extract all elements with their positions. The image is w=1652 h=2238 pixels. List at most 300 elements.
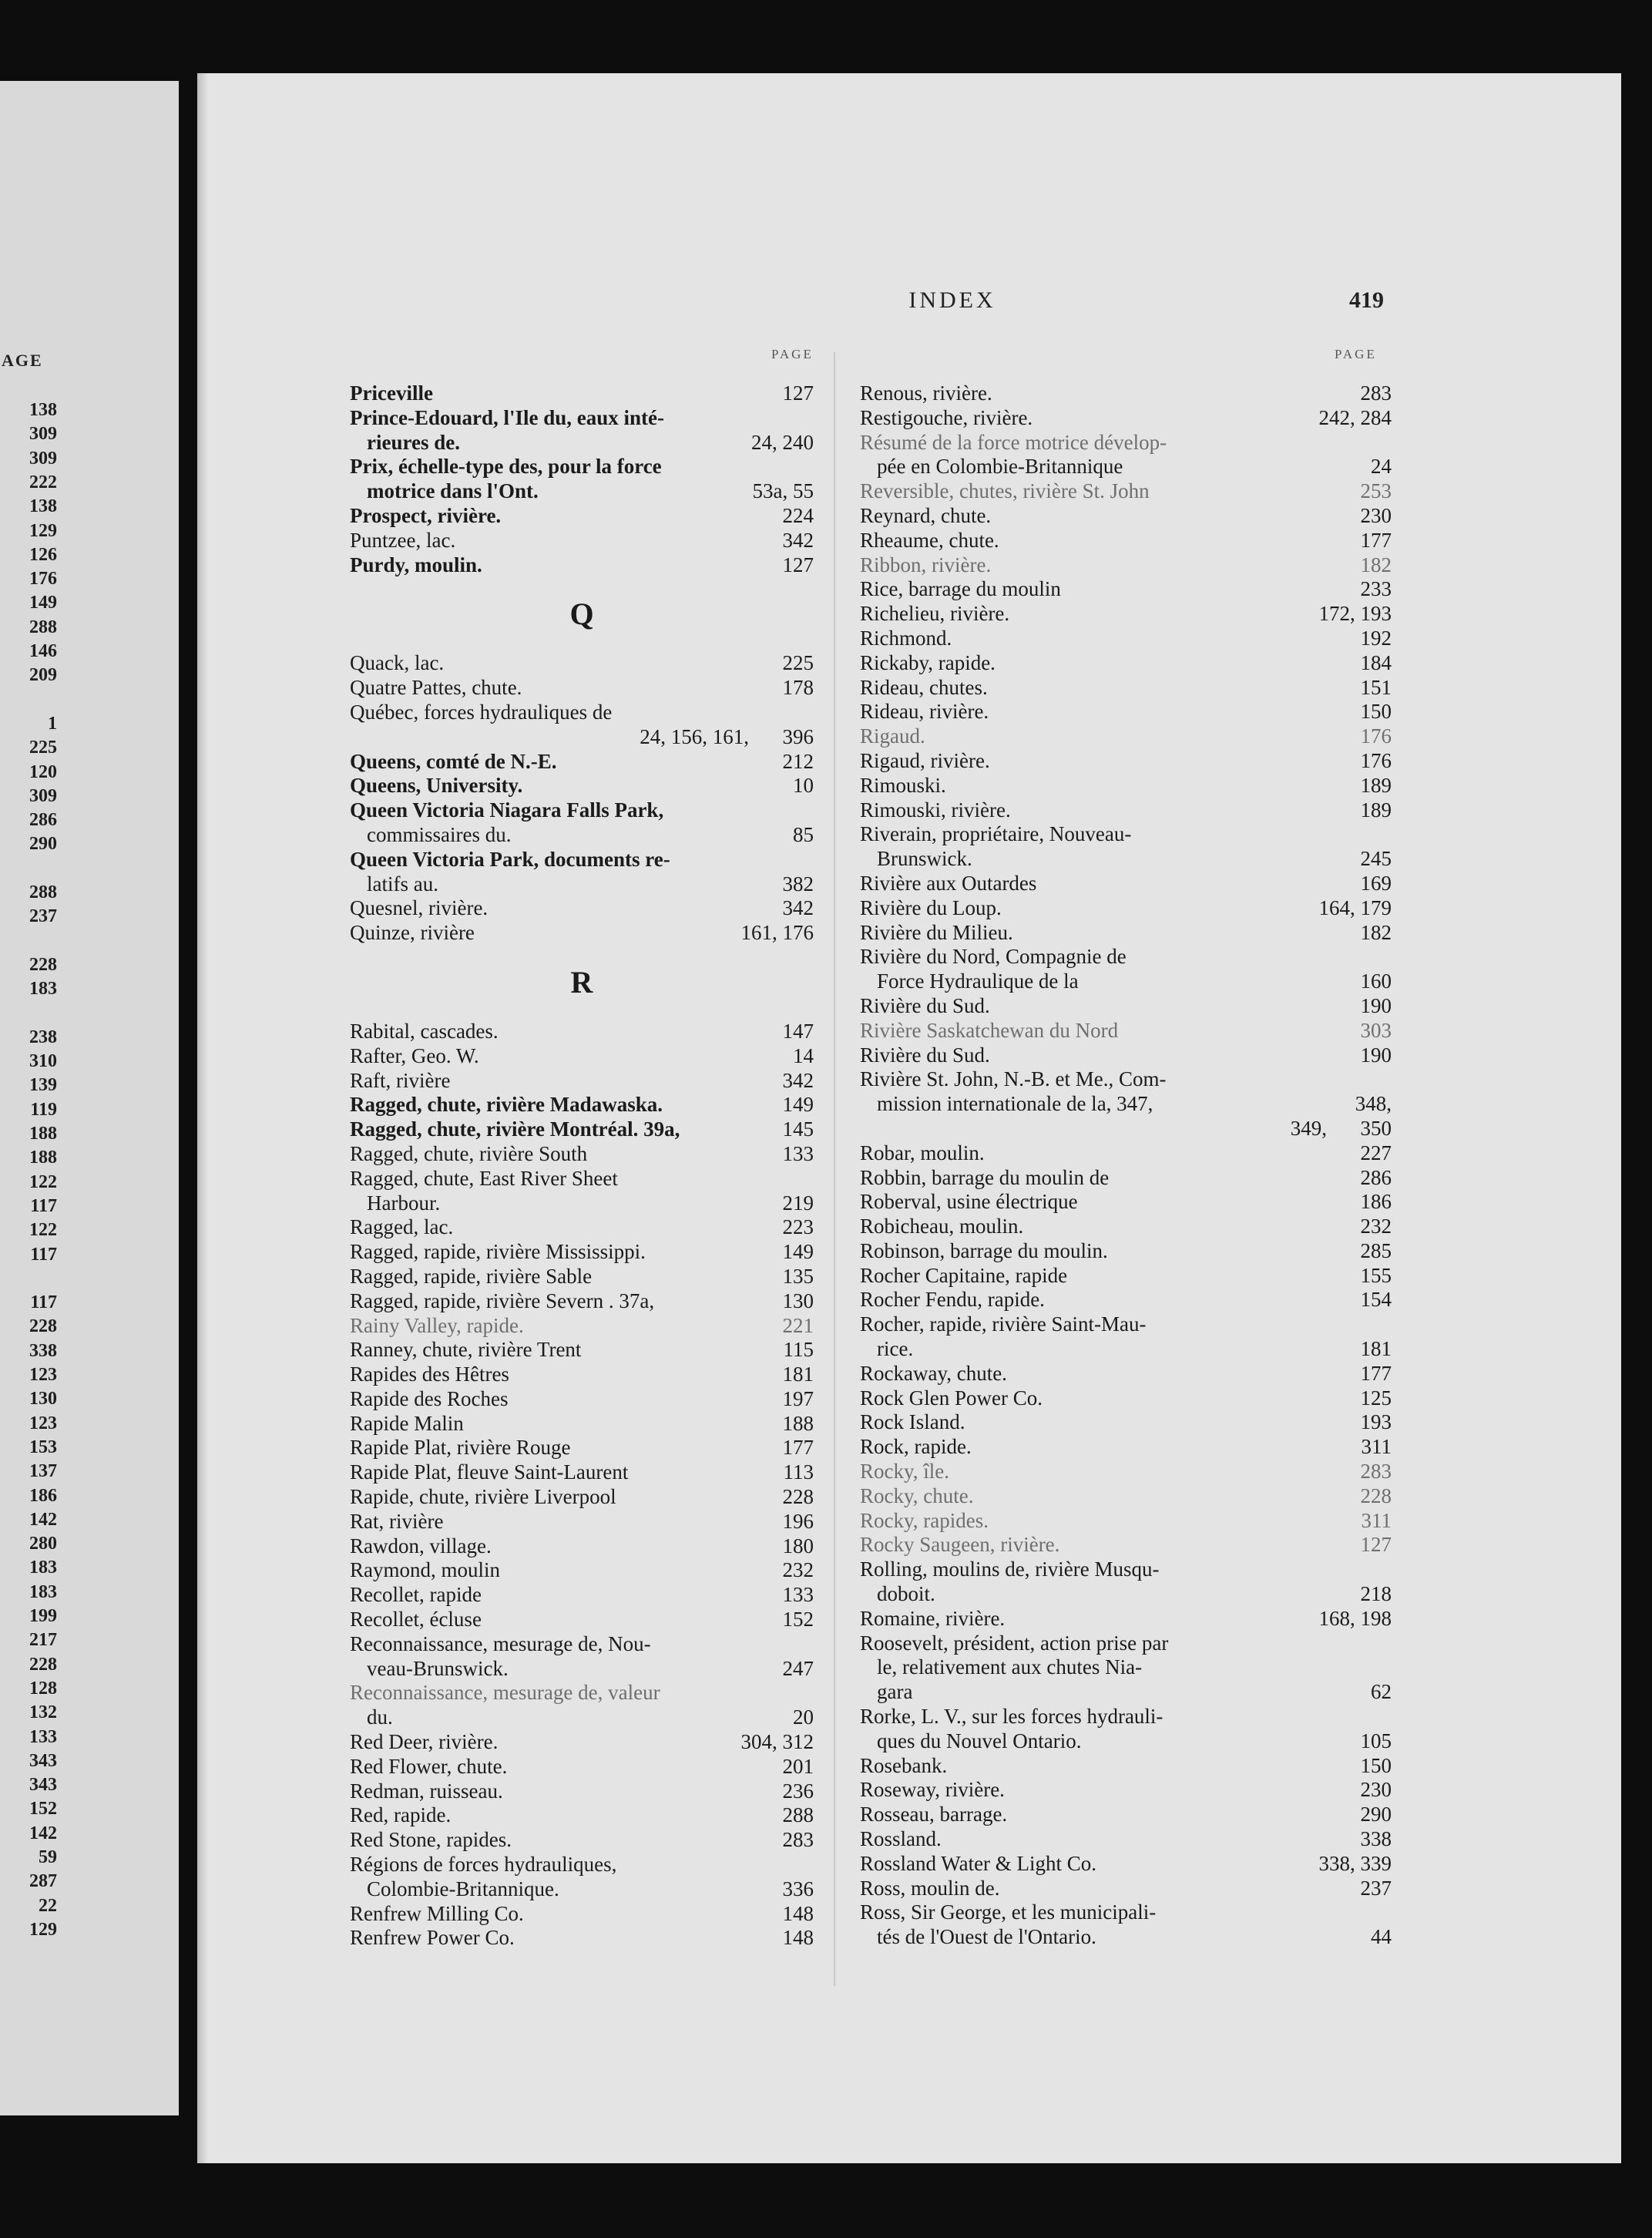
index-entry-text: Rocher Fendu, rapide. [860, 1288, 1045, 1312]
index-entry-page: 10 [787, 774, 814, 798]
index-entry-text: Renfrew Power Co. [350, 1926, 515, 1950]
index-entry [350, 1730, 814, 1755]
index-entry [860, 1166, 1392, 1191]
index-entry-text: Ragged, rapide, rivière Severn . 37a, [350, 1289, 655, 1312]
index-entry-page: 237 [1355, 1877, 1392, 1901]
index-entry-text: Restigouche, rivière. [860, 405, 1033, 429]
index-entry-text: Rideau, chutes. [860, 675, 988, 699]
index-entry [860, 1264, 1392, 1289]
index-entry-text: Rimouski, rivière. [860, 798, 1011, 822]
index-entry-text: du. [367, 1705, 393, 1729]
index-entry-text: Robar, moulin. [860, 1141, 985, 1164]
index-entry-page: 348, [1349, 1092, 1392, 1117]
index-entry-page: 62 [1365, 1680, 1392, 1705]
index-entry-text: Red, rapide. [350, 1803, 452, 1827]
index-entry-text: Ragged, lac. [350, 1215, 454, 1239]
index-entry [350, 848, 814, 872]
index-entry [860, 1067, 1392, 1092]
index-entry [350, 1215, 814, 1240]
index-entry [860, 774, 1392, 798]
index-entry-text: Rivière du Loup. [860, 896, 1002, 919]
index-entry [350, 872, 814, 897]
index-entry-page: 342 [777, 1069, 814, 1094]
index-entry [860, 1460, 1392, 1484]
index-entry-text: Rolling, moulins de, rivière Musqu- [860, 1558, 1160, 1581]
index-entry [860, 406, 1392, 431]
index-entry-text: Rosseau, barrage. [860, 1803, 1008, 1826]
index-entry [860, 994, 1392, 1019]
index-entry-page: 219 [777, 1191, 814, 1216]
index-entry [350, 406, 814, 431]
index-entry [860, 872, 1392, 896]
index-entry-page: 190 [1355, 994, 1392, 1019]
index-entry [350, 1755, 814, 1779]
index-entry-text: Rigaud. [860, 724, 925, 748]
facing-page-number: 129 [29, 520, 57, 541]
index-entry-text: Ragged, chute, rivière Montréal. 39a, [350, 1117, 680, 1141]
index-entry-text: Robinson, barrage du moulin. [860, 1238, 1108, 1262]
index-entry-text: Rocher Capitaine, rapide [860, 1263, 1068, 1287]
index-entry-text: Prospect, rivière. [350, 503, 502, 527]
index-entry [860, 1754, 1392, 1779]
index-entry-page: 223 [777, 1215, 814, 1240]
page-number: 419 [1349, 287, 1384, 313]
index-entry-text: Purdy, moulin. [350, 553, 482, 576]
facing-page-number: 130 [29, 1389, 57, 1410]
index-entry [350, 651, 814, 676]
index-entry [860, 921, 1392, 946]
index-entry [860, 1215, 1392, 1239]
index-entry-page: 151 [1355, 676, 1392, 701]
index-entry-text: Roosevelt, président, action prise par [860, 1631, 1169, 1655]
page-edge-shadow [197, 73, 208, 2163]
index-entry-page: 192 [1355, 627, 1392, 651]
facing-page-number: 188 [29, 1124, 57, 1144]
facing-page-number: 343 [29, 1750, 57, 1771]
index-entry-page: 154 [1355, 1288, 1392, 1312]
index-entry-text: gara [877, 1680, 913, 1704]
index-entry-page: 242, 284 [1313, 406, 1392, 431]
index-entry-page: 149 [777, 1240, 814, 1265]
index-entry-text: Rivière aux Outardes [860, 871, 1037, 895]
index-entry-text: Brunswick. [877, 847, 972, 871]
index-entry-page: 105 [1355, 1729, 1392, 1754]
index-entry-text: Rocky Saugeen, rivière. [860, 1533, 1060, 1557]
index-entry [860, 1631, 1392, 1656]
index-entry-page: 182 [1355, 921, 1392, 946]
index-entry-page: 148 [777, 1926, 814, 1951]
facing-page-number: 122 [29, 1171, 57, 1192]
index-entry-text: Rocky, rapides. [860, 1508, 989, 1532]
index-entry [860, 1337, 1392, 1362]
index-entry-text: Rawdon, village. [350, 1534, 492, 1558]
index-entry-page: 227 [1355, 1141, 1392, 1166]
index-entry [860, 1117, 1392, 1141]
index-entry-text: Priceville [350, 381, 433, 405]
index-entry [860, 945, 1392, 969]
facing-page-number: 237 [29, 906, 57, 927]
index-entry-page: 230 [1355, 504, 1392, 529]
index-entry-page: 155 [1355, 1264, 1392, 1289]
index-entry [860, 651, 1392, 676]
index-entry-text: Rorke, L. V., sur les forces hydrauli- [860, 1705, 1163, 1729]
index-entry-page: 225 [777, 651, 814, 676]
index-entry [860, 381, 1392, 406]
index-entry-text: Rockaway, chute. [860, 1361, 1007, 1385]
index-entry-page: 230 [1355, 1778, 1392, 1803]
index-entry [350, 1363, 814, 1387]
index-entry [350, 381, 814, 406]
index-entry-text: Renfrew Milling Co. [350, 1901, 524, 1925]
index-entry [860, 1435, 1392, 1460]
index-entry [350, 701, 814, 725]
index-entry-page: 245 [1355, 847, 1392, 872]
facing-page-number: 280 [29, 1534, 57, 1554]
index-entry-text: 24, 156, 161, [640, 724, 749, 748]
facing-page-number: 120 [29, 761, 57, 782]
index-entry-text: 349, [1290, 1116, 1327, 1140]
index-entry-page: 224 [777, 504, 814, 529]
index-entry-page: 189 [1355, 774, 1392, 798]
index-entry [350, 1803, 814, 1828]
index-entry [350, 1020, 814, 1044]
facing-page-number: 142 [29, 1509, 57, 1530]
index-entry-text: Recollet, rapide [350, 1583, 482, 1607]
index-entry-text: Riverain, propriétaire, Nouveau- [860, 822, 1132, 846]
index-entry-page: 161, 176 [735, 921, 814, 946]
index-entry-text: Rheaume, chute. [860, 528, 999, 552]
index-entry-page: 253 [1355, 479, 1392, 504]
index-entry-page: 338, 339 [1313, 1852, 1392, 1877]
index-entry-page: 283 [777, 1828, 814, 1853]
index-entry-page: 177 [777, 1436, 814, 1460]
index-entry-text: Rice, barrage du moulin [860, 577, 1061, 601]
index-entry [860, 822, 1392, 847]
index-entry-text: Renous, rivière. [860, 381, 992, 405]
index-entry-page: 24 [1365, 455, 1392, 479]
index-entry-page: 304, 312 [735, 1730, 814, 1755]
index-entry [860, 1607, 1392, 1631]
facing-page-number: 288 [29, 882, 57, 902]
index-entry [860, 1705, 1392, 1729]
facing-page-number: 176 [29, 569, 57, 590]
index-entry [350, 1069, 814, 1094]
index-entry-page: 178 [777, 676, 814, 701]
index-entry [350, 504, 814, 529]
facing-page-number: 138 [29, 400, 57, 420]
index-page [197, 73, 1621, 2163]
index-entry-text: Quack, lac. [350, 651, 445, 675]
index-entry [350, 553, 814, 578]
index-entry-page: 336 [777, 1877, 814, 1902]
index-entry-text: Ragged, chute, East River Sheet [350, 1166, 618, 1190]
index-column-left [350, 381, 814, 1951]
index-entry-page: 303 [1355, 1019, 1392, 1043]
index-entry [350, 1191, 814, 1216]
index-entry-text: Rocky, île. [860, 1460, 949, 1484]
column-divider [834, 352, 835, 1986]
index-entry-text: Rafter, Geo. W. [350, 1043, 479, 1067]
index-entry-page: 115 [777, 1338, 814, 1363]
index-entry-text: Richelieu, rivière. [860, 602, 1010, 626]
index-entry-text: Quesnel, rivière. [350, 896, 489, 920]
facing-page-number: 22 [39, 1895, 57, 1916]
index-entry-text: Québec, forces hydrauliques de [350, 700, 613, 724]
index-entry [350, 1460, 814, 1485]
facing-page-number: 123 [29, 1413, 57, 1433]
facing-page-number: 238 [29, 1027, 57, 1047]
index-entry-page: 127 [777, 553, 814, 578]
index-entry [350, 1657, 814, 1682]
index-entry [350, 1779, 814, 1804]
index-entry [350, 1387, 814, 1412]
index-entry-page: 127 [777, 381, 814, 406]
facing-page-number: 153 [29, 1437, 57, 1457]
index-entry-page: 148 [777, 1902, 814, 1927]
index-entry [350, 1853, 814, 1877]
facing-page-number: 149 [29, 593, 57, 613]
index-entry [350, 1044, 814, 1069]
index-entry-page: 133 [777, 1142, 814, 1167]
facing-page-number: 137 [29, 1461, 57, 1482]
index-entry-text: Ragged, rapide, rivière Sable [350, 1264, 593, 1288]
index-entry-text: commissaires du. [367, 822, 512, 846]
index-entry [350, 1828, 814, 1853]
index-entry-page: 382 [777, 872, 814, 897]
facing-page-number: 133 [29, 1726, 57, 1747]
index-entry [350, 1240, 814, 1265]
index-entry-page: 127 [1355, 1533, 1392, 1558]
index-entry-text: Queens, comté de N.-E. [350, 749, 557, 773]
index-entry-page: 342 [777, 896, 814, 921]
index-entry-text: Ross, moulin de. [860, 1876, 1000, 1900]
index-entry [860, 479, 1392, 504]
index-entry [860, 1680, 1392, 1705]
index-entry [860, 1778, 1392, 1803]
index-entry [860, 700, 1392, 724]
index-entry-page: 133 [777, 1583, 814, 1608]
index-entry [860, 1312, 1392, 1337]
index-entry-page: 14 [787, 1044, 814, 1069]
index-entry [860, 724, 1392, 749]
index-entry [860, 969, 1392, 994]
facing-page-number: 183 [29, 979, 57, 1000]
facing-page-number: 228 [29, 954, 57, 975]
section-letter: R [570, 964, 593, 1000]
index-entry-text: Red Deer, rivière. [350, 1730, 499, 1754]
index-entry-text: Ragged, chute, rivière Madawaska. [350, 1093, 663, 1117]
index-entry-text: veau-Brunswick. [367, 1656, 509, 1680]
index-entry [860, 896, 1392, 921]
index-entry [860, 1141, 1392, 1166]
index-entry [860, 1190, 1392, 1215]
index-entry-page: 182 [1355, 553, 1392, 578]
facing-page-number: 146 [29, 641, 57, 661]
index-entry-page: 190 [1355, 1043, 1392, 1068]
index-entry-page: 285 [1355, 1239, 1392, 1264]
index-entry [860, 1655, 1392, 1680]
index-entry-text: Rapide Plat, fleuve Saint-Laurent [350, 1460, 629, 1484]
index-entry-text: Reversible, chutes, rivière St. John [860, 479, 1150, 503]
facing-page-number: 183 [29, 1558, 57, 1578]
index-entry-text: Rossland. [860, 1827, 942, 1851]
facing-page-number: 142 [29, 1823, 57, 1843]
index-entry [860, 847, 1392, 872]
facing-page-number: 59 [39, 1847, 57, 1867]
index-entry-text: rieures de. [367, 430, 460, 454]
index-entry [350, 676, 814, 701]
index-entry [860, 1362, 1392, 1386]
index-entry-text: Red Stone, rapides. [350, 1828, 512, 1852]
index-entry-text: tés de l'Ouest de l'Ontario. [877, 1925, 1096, 1949]
index-entry-page: 184 [1355, 651, 1392, 676]
index-entry-text: Robicheau, moulin. [860, 1215, 1024, 1238]
facing-page-number: 288 [29, 617, 57, 637]
index-entry-page: 196 [777, 1510, 814, 1534]
index-entry-page: 168, 198 [1313, 1607, 1392, 1631]
index-entry [860, 1582, 1392, 1607]
index-entry-text: Rat, rivière [350, 1509, 444, 1533]
index-entry-page: 232 [1355, 1215, 1392, 1239]
index-entry-text: Rivière Saskatchewan du Nord [860, 1018, 1119, 1042]
facing-page-number: 309 [29, 448, 57, 469]
index-entry [860, 1533, 1392, 1558]
index-entry-text: Ranney, chute, rivière Trent [350, 1338, 582, 1362]
index-entry [350, 529, 814, 553]
index-entry [350, 798, 814, 823]
index-entry-text: Rimouski. [860, 773, 946, 797]
index-entry-page: 290 [1355, 1803, 1392, 1827]
index-entry [860, 553, 1392, 578]
facing-page-number: 290 [29, 834, 57, 855]
index-entry-text: Prince-Edouard, l'Ile du, eaux inté- [350, 405, 665, 429]
index-entry-page: 189 [1355, 798, 1392, 823]
index-entry-page: 53a, 55 [747, 479, 814, 504]
index-entry [350, 1705, 814, 1730]
index-entry [860, 529, 1392, 553]
index-entry-page: 181 [777, 1363, 814, 1387]
index-entry-text: Rosebank. [860, 1753, 948, 1777]
index-entry-page: 193 [1355, 1410, 1392, 1435]
index-entry-text: Richmond. [860, 626, 952, 650]
facing-page-number: 138 [29, 496, 57, 517]
index-entry-page: 233 [1355, 577, 1392, 602]
facing-page-number: 309 [29, 785, 57, 806]
index-entry-page: 150 [1355, 700, 1392, 724]
index-entry-page: 147 [777, 1020, 814, 1044]
index-entry-text: Reynard, chute. [860, 503, 992, 527]
index-entry-text: Force Hydraulique de la [877, 969, 1079, 993]
index-entry [860, 1386, 1392, 1411]
index-entry-text: Rapides des Hêtres [350, 1363, 509, 1386]
index-entry [860, 1852, 1392, 1877]
index-entry [860, 627, 1392, 651]
index-entry-text: Romaine, rivière. [860, 1606, 1006, 1630]
index-entry-page: 201 [777, 1755, 814, 1779]
index-entry-page: 180 [777, 1534, 814, 1559]
index-entry-text: Red Flower, chute. [350, 1754, 508, 1778]
index-entry-text: Prix, échelle-type des, pour la force [350, 455, 662, 479]
index-entry-text: Rivière du Sud. [860, 993, 990, 1017]
index-entry [860, 1877, 1392, 1901]
index-entry-page: 130 [777, 1289, 814, 1314]
facing-page-number: 310 [29, 1051, 57, 1072]
index-entry-text: Rock, rapide. [860, 1435, 972, 1459]
index-entry-text: Colombie-Britannique. [367, 1877, 559, 1900]
index-entry [350, 1877, 814, 1902]
index-entry-text: rice. [877, 1337, 914, 1361]
index-entry-text: Rocher, rapide, rivière Saint-Mau- [860, 1312, 1147, 1336]
index-entry-text: Résumé de la force motrice dévelop- [860, 430, 1167, 454]
index-entry-page: 44 [1365, 1925, 1392, 1950]
facing-page-number: 139 [29, 1075, 57, 1096]
index-entry-page: 177 [1355, 1362, 1392, 1386]
index-entry [860, 577, 1392, 602]
index-entry-page: 228 [777, 1485, 814, 1510]
index-entry [860, 1484, 1392, 1509]
index-entry-text: Quinze, rivière [350, 921, 475, 945]
index-entry [860, 455, 1392, 479]
section-letter: Q [569, 596, 594, 632]
index-entry-text: Rabital, cascades. [350, 1019, 499, 1043]
index-entry [350, 1167, 814, 1191]
index-entry-page: 283 [1355, 1460, 1392, 1484]
facing-page-number: 183 [29, 1581, 57, 1602]
index-entry [860, 504, 1392, 529]
facing-page-number: 286 [29, 810, 57, 831]
index-entry-page: 350 [1355, 1117, 1392, 1141]
index-entry-text: Rapide, chute, rivière Liverpool [350, 1485, 616, 1509]
index-entry-page: 150 [1355, 1754, 1392, 1779]
index-entry [350, 1583, 814, 1608]
index-entry [350, 1117, 814, 1142]
index-entry [860, 1043, 1392, 1068]
index-entry-text: Puntzee, lac. [350, 528, 456, 552]
index-entry-text: Raymond, moulin [350, 1558, 500, 1582]
index-entry [860, 798, 1392, 823]
index-entry-text: Rickaby, rapide. [860, 650, 996, 674]
index-entry-text: Rivière du Nord, Compagnie de [860, 945, 1127, 969]
index-entry-text: Rigaud, rivière. [860, 748, 990, 772]
index-entry-text: motrice dans l'Ont. [367, 479, 539, 503]
index-entry [860, 1803, 1392, 1827]
index-entry [860, 1827, 1392, 1852]
index-entry-page: 177 [1355, 529, 1392, 553]
index-entry [350, 1289, 814, 1314]
index-entry-text: Rossland Water & Light Co. [860, 1851, 1097, 1875]
index-entry [350, 431, 814, 455]
right-column-page-label: PAGE [1335, 347, 1377, 361]
index-entry [350, 823, 814, 848]
index-entry [350, 750, 814, 775]
index-entry [860, 1288, 1392, 1312]
index-entry-text: Rideau, rivière. [860, 700, 989, 724]
index-entry-page: 283 [1355, 381, 1392, 406]
index-entry [350, 1314, 814, 1339]
index-entry-text: Redman, ruisseau. [350, 1779, 503, 1803]
index-entry-page: 113 [777, 1460, 814, 1485]
index-entry-page: 218 [1355, 1582, 1392, 1607]
index-entry [350, 921, 814, 946]
index-entry-text: le, relativement aux chutes Nia- [877, 1655, 1143, 1679]
index-entry [860, 1558, 1392, 1582]
index-entry-text: Reconnaissance, mesurage de, Nou- [350, 1631, 651, 1655]
index-entry [860, 1092, 1392, 1117]
index-entry-text: Ross, Sir George, et les municipali- [860, 1900, 1157, 1924]
index-entry-page: 176 [1355, 724, 1392, 749]
index-entry-page: 188 [777, 1412, 814, 1437]
index-entry-text: Régions de forces hydrauliques, [350, 1853, 617, 1877]
